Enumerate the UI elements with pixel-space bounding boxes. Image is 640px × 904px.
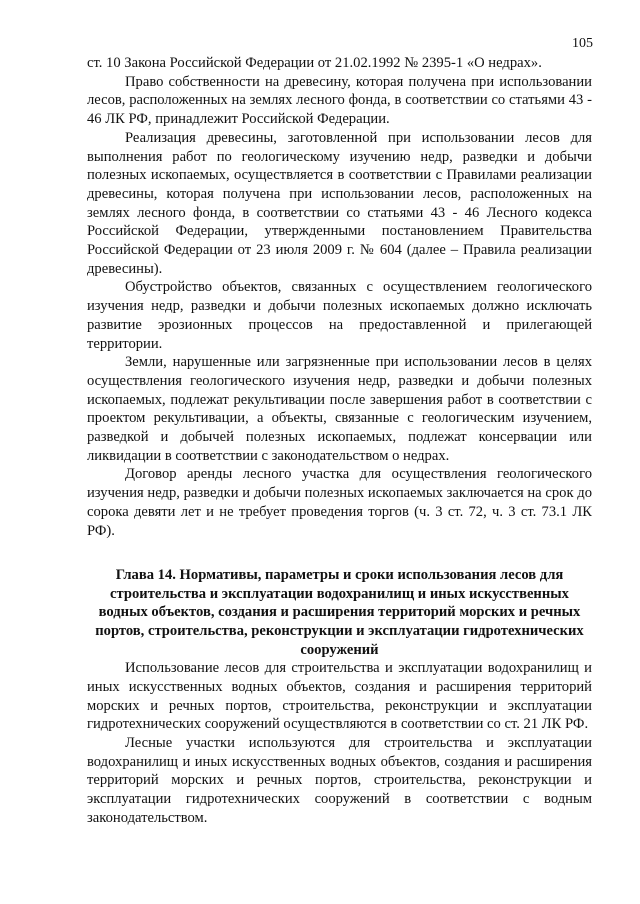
document-body [87, 54, 592, 828]
paragraph: Договор аренды лесного участка для осуществления геологического изучения недр, разведки и добычи полезных ископаемых заключается на срок до сорока девяти лет и не требует проведения торгов (ч. 3 ст. 72, ч. 3 ст. 73.1 ЛК РФ). [87, 466, 592, 539]
paragraph: Использование лесов для строительства и эксплуатации водохранилищ и иных искусственных водных объектов, создания и расширения территорий морских и речных портов, строительства, реконструкции и эксплуатации гидротехнических сооружений осуществляются в соответствии со ст. 21 ЛК РФ. [87, 660, 592, 733]
paragraph: Реализация древесины, заготовленной при использовании лесов для выполнения работ по геологическому изучению недр, разведки и добычи полезных ископаемых, осуществляется в соответствии с Правилами реализации древесины, которая получена при использовании лесов, расположенных на землях лесного фонда, в соответствии со статьями 43 - 46 Лесного кодекса Российской Федерации, утвержденными постановлением Правительства Российской Федерации от 23 июля 2009 г. № 604 (далее – Правила реализации древесины). [87, 129, 592, 277]
paragraph: ст. 10 Закона Российской Федерации от 21.02.1992 № 2395-1 «О недрах». [87, 55, 542, 71]
page-number: 105 [572, 36, 593, 51]
chapter-heading: Глава 14. Нормативы, параметры и сроки использования лесов для строительства и эксплуатации водохранилищ и иных искусственных водных объектов, создания и расширения территорий морских и речных портов, строительства, реконструкции и эксплуатации гидротехнических сооружений [95, 567, 584, 658]
paragraph: Право собственности на древесину, которая получена при использовании лесов, расположенных на землях лесного фонда, в соответствии со статьями 43 - 46 ЛК РФ, принадлежит Российской Федерации. [87, 73, 592, 128]
paragraph: Земли, нарушенные или загрязненные при использовании лесов в целях осуществления геологического изучения недр, разведки и добычи полезных ископаемых, подлежат рекультивации после завершения работ в соответствии с проектом рекультивации, а объекты, связанные с геологическим изучением, разведкой и добычей полезных ископаемых, подлежат консервации или ликвидации в соответствии с законодательством о недрах. [87, 354, 592, 464]
paragraph: Обустройство объектов, связанных с осуществлением геологического изучения недр, разведки и добычи полезных ископаемых должно исключать развитие эрозионных процессов на предоставленной и прилегающей территории. [87, 279, 592, 352]
paragraph: Лесные участки используются для строительства и эксплуатации водохранилищ и иных искусственных водных объектов, создания и расширения территорий морских и речных портов, строительства, реконструкции и эксплуатации гидротехнических сооружений в соответствии с водным законодательством. [87, 735, 592, 826]
